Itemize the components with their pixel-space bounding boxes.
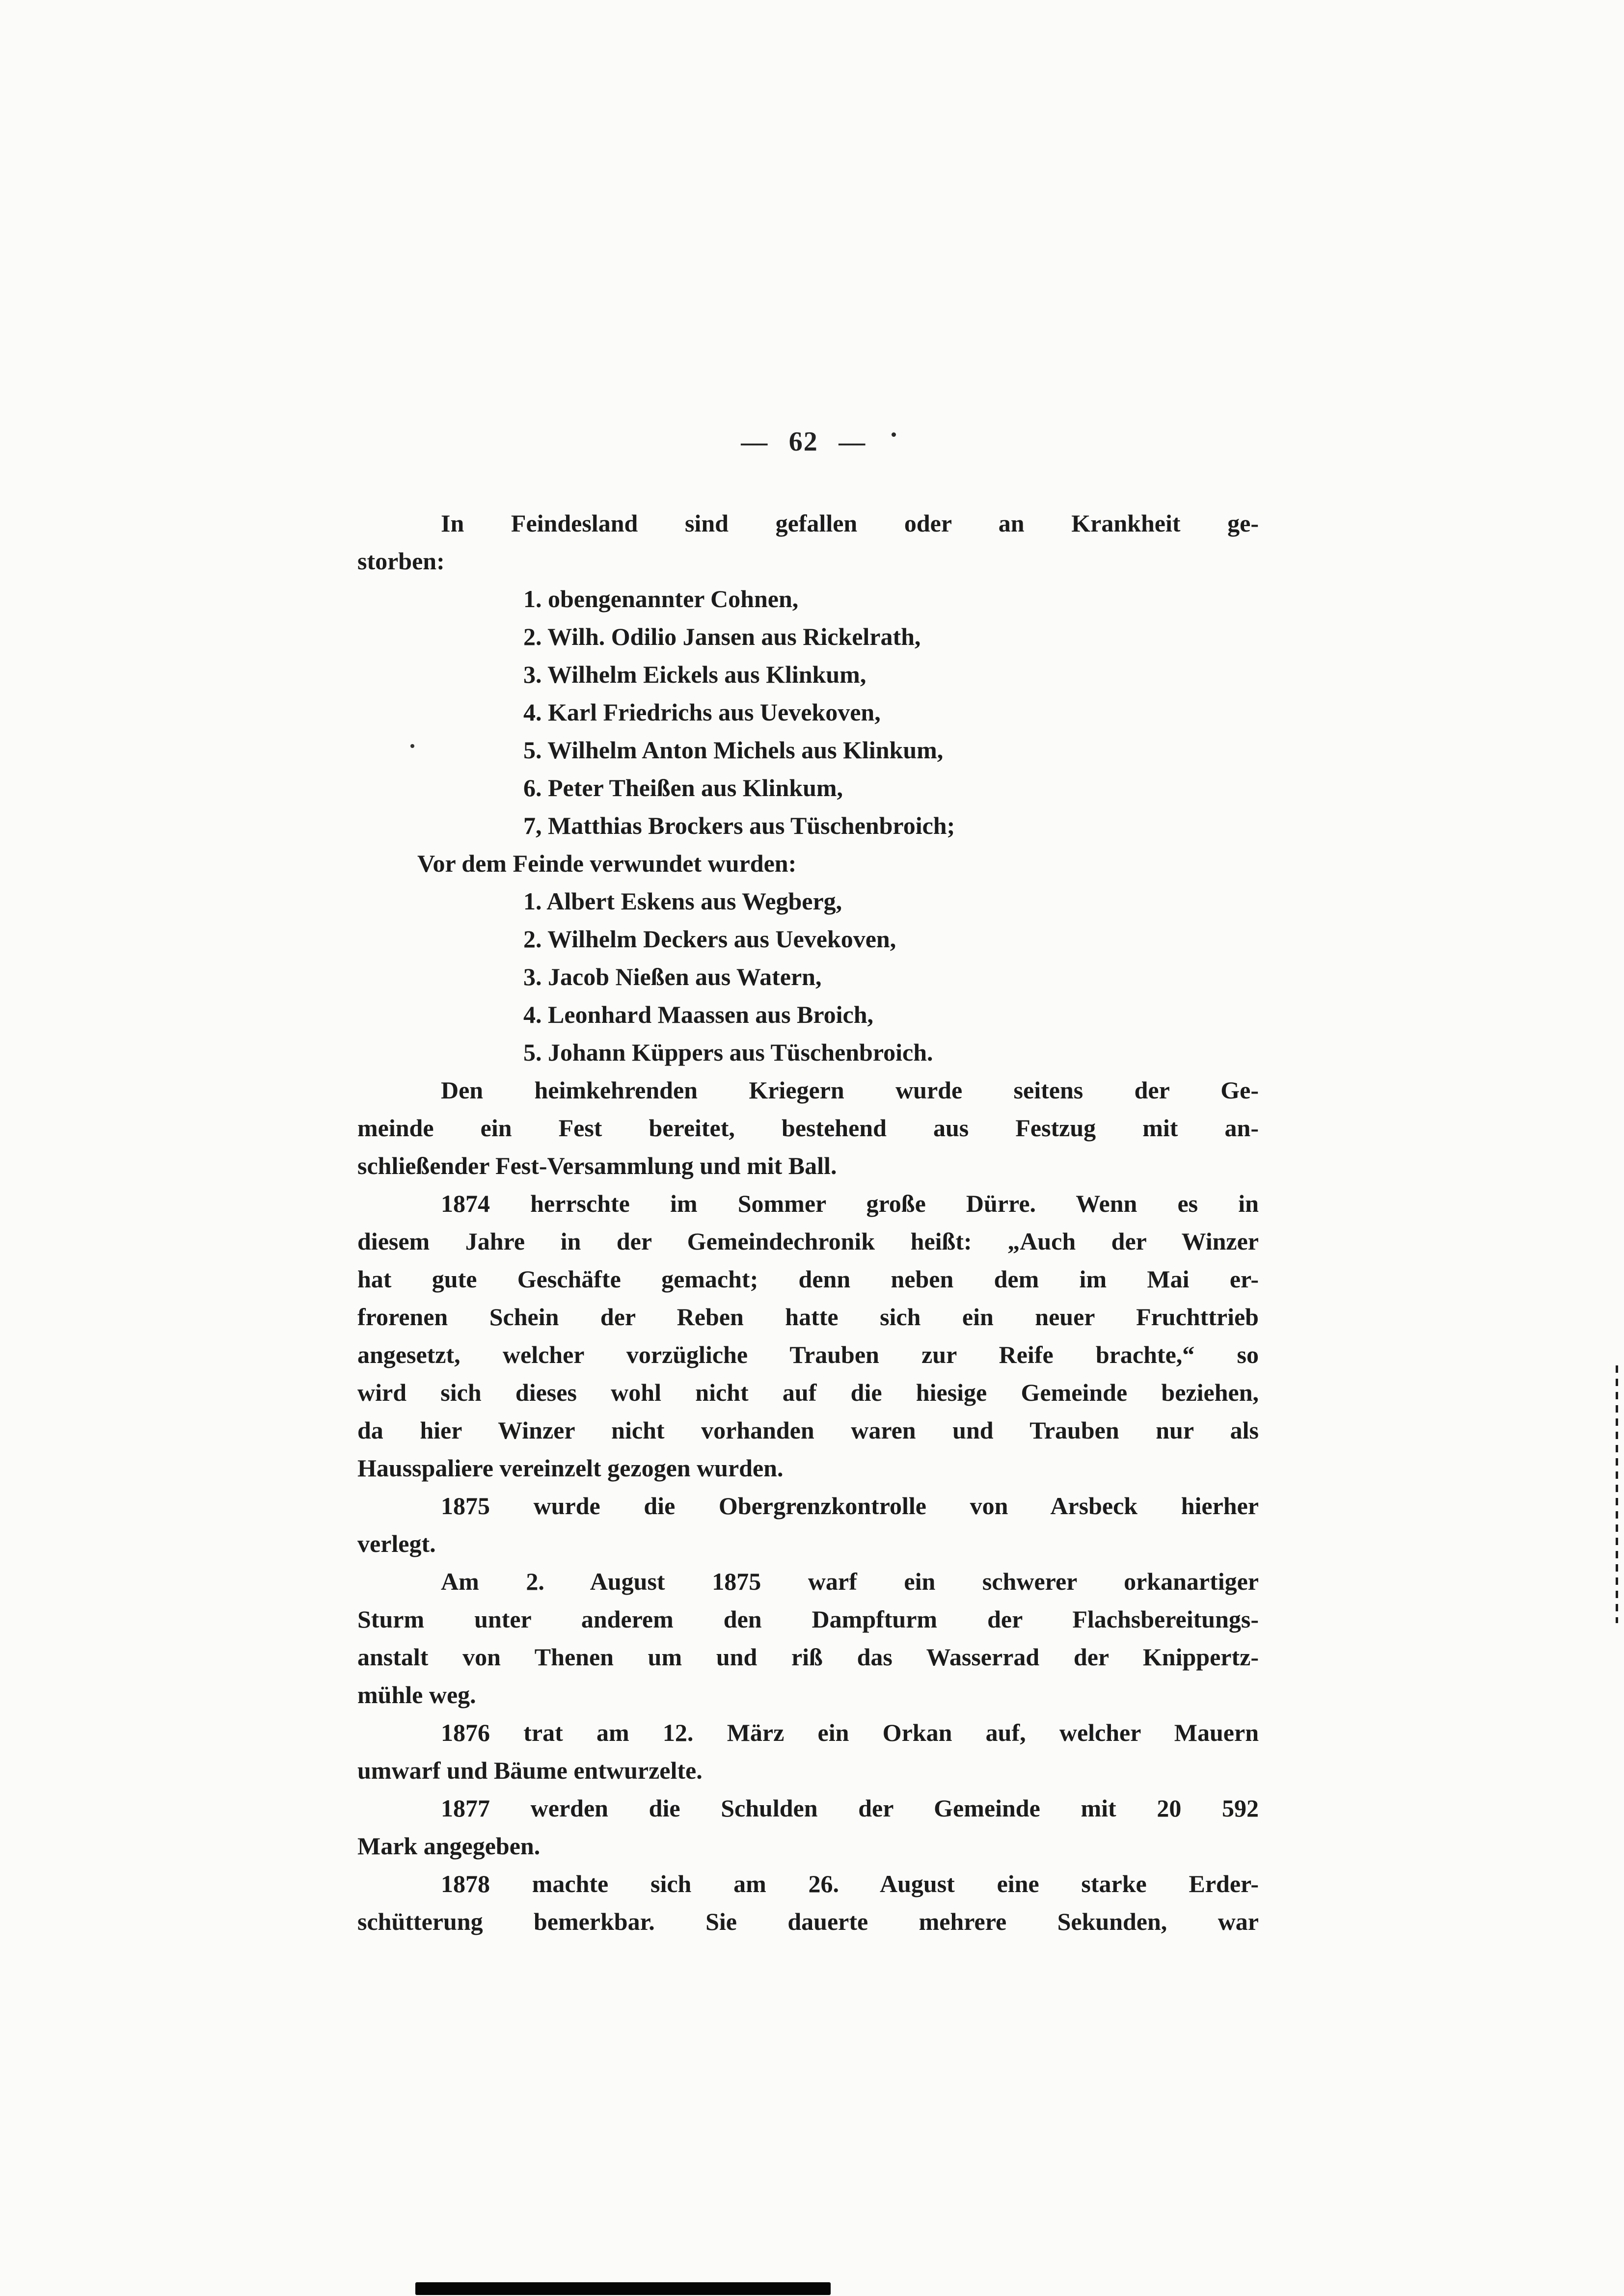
text-line: Am 2. August 1875 warf ein schwerer orkanartiger bbox=[441, 1568, 1259, 1595]
text-line: 1878 machte sich am 26. August eine starke Erder- bbox=[441, 1870, 1259, 1897]
scan-speck-small bbox=[410, 744, 414, 748]
text-line: da hier Winzer nicht vorhanden waren und Trauben nur als bbox=[357, 1416, 1259, 1444]
scan-speck-dot bbox=[892, 432, 896, 437]
list-item: 5. Johann Küppers aus Tüschenbroich. bbox=[523, 1039, 933, 1066]
list-item: 1. obengenannter Cohnen, bbox=[523, 585, 799, 613]
list-item: 4. Karl Friedrichs aus Uevekoven, bbox=[523, 698, 881, 726]
list-item: 5. Wilhelm Anton Michels aus Klinkum, bbox=[523, 736, 944, 764]
list-item: 7, Matthias Brockers aus Tüschenbroich; bbox=[523, 812, 955, 839]
text-line: anstalt von Thenen um und riß das Wasserrad der Knippertz- bbox=[357, 1643, 1259, 1671]
text-line: Vor dem Feinde verwundet wurden: bbox=[417, 850, 797, 877]
list-item: 3. Wilhelm Eickels aus Klinkum, bbox=[523, 661, 866, 688]
text-line: schließender Fest-Versammlung und mit Ball. bbox=[357, 1152, 837, 1179]
list-item: 2. Wilh. Odilio Jansen aus Rickelrath, bbox=[523, 623, 921, 650]
text-line: Sturm unter anderem den Dampfturm der Flachsbereitungs- bbox=[357, 1605, 1259, 1633]
scan-artifact-black-bar bbox=[415, 2282, 831, 2295]
text-line: Den heimkehrenden Kriegern wurde seitens der Ge- bbox=[441, 1076, 1259, 1104]
text-line: umwarf und Bäume entwurzelte. bbox=[357, 1757, 703, 1784]
text-line: diesem Jahre in der Gemeindechronik heißt: „Auch der Winzer bbox=[357, 1228, 1259, 1255]
text-line: schütterung bemerkbar. Sie dauerte mehrere Sekunden, war bbox=[357, 1908, 1259, 1935]
text-line: meinde ein Fest bereitet, bestehend aus Festzug mit an- bbox=[357, 1114, 1259, 1142]
text-line: Mark angegeben. bbox=[357, 1832, 541, 1860]
header-dash-left: — bbox=[741, 427, 769, 456]
text-line: storben: bbox=[357, 547, 445, 575]
list-item: 4. Leonhard Maassen aus Broich, bbox=[523, 1001, 874, 1028]
list-item: 6. Peter Theißen aus Klinkum, bbox=[523, 774, 843, 801]
page-number: 62 bbox=[788, 427, 818, 457]
list-item: 2. Wilhelm Deckers aus Uevekoven, bbox=[523, 925, 896, 953]
text-line: angesetzt, welcher vorzügliche Trauben zur Reife brachte,“ so bbox=[357, 1341, 1259, 1368]
text-line: frorenen Schein der Reben hatte sich ein neuer Fruchttrieb bbox=[357, 1303, 1259, 1331]
list-item: 3. Jacob Nießen aus Watern, bbox=[523, 963, 822, 990]
page-header bbox=[0, 426, 1624, 457]
text-block bbox=[357, 505, 1259, 1941]
text-line: 1875 wurde die Obergrenzkontrolle von Arsbeck hierher bbox=[441, 1492, 1259, 1520]
scan-artifact-dashed-line bbox=[1616, 1365, 1618, 1623]
text-line: mühle weg. bbox=[357, 1681, 476, 1709]
text-line: wird sich dieses wohl nicht auf die hiesige Gemeinde beziehen, bbox=[357, 1379, 1259, 1406]
header-dash-right: — bbox=[839, 427, 866, 456]
text-line: verlegt. bbox=[357, 1530, 436, 1557]
text-line: In Feindesland sind gefallen oder an Krankheit ge- bbox=[441, 509, 1259, 537]
text-line: 1874 herrschte im Sommer große Dürre. Wenn es in bbox=[441, 1190, 1259, 1217]
list-item: 1. Albert Eskens aus Wegberg, bbox=[523, 887, 842, 915]
text-line: 1877 werden die Schulden der Gemeinde mit 20 592 bbox=[441, 1794, 1259, 1822]
text-line: 1876 trat am 12. März ein Orkan auf, welcher Mauern bbox=[441, 1719, 1259, 1746]
text-line: hat gute Geschäfte gemacht; denn neben dem im Mai er- bbox=[357, 1265, 1259, 1293]
text-line: Hausspaliere vereinzelt gezogen wurden. bbox=[357, 1454, 784, 1482]
